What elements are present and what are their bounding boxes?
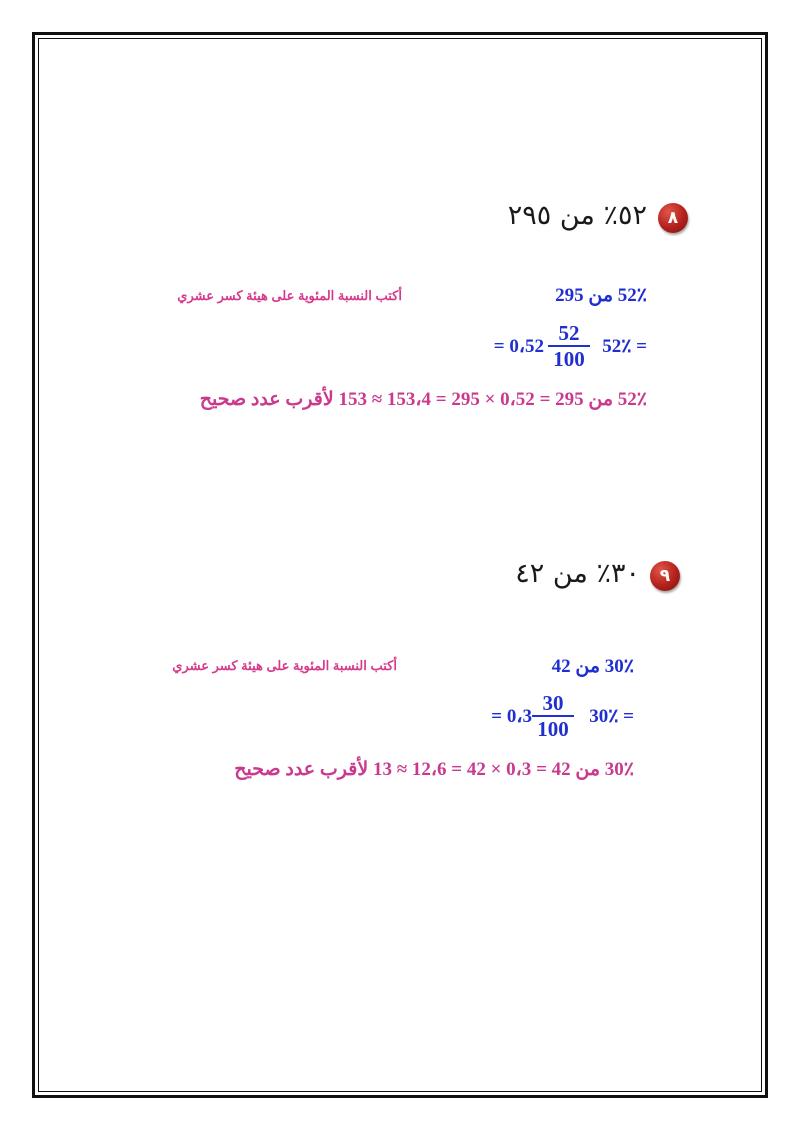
problem-8-fraction-denominator: 100 [553, 347, 585, 371]
problem-9-statement: 30٪ من 42 [551, 656, 634, 677]
problem-8-eq-left: 52٪ = [602, 336, 647, 357]
problem-9-fraction-numerator: 30 [542, 691, 564, 715]
problem-8-fraction-numerator: 52 [558, 321, 580, 345]
problem-8-eq-right: = 0،52 [493, 336, 544, 357]
problem-9-eq-right: = 0،3 [491, 706, 532, 727]
problem-8-note: أكتب النسبة المئوية على هيئة كسر عشري [177, 288, 402, 303]
problem-8-statement: 52٪ من 295 [555, 285, 647, 306]
problem-8-number: ٨ [667, 208, 679, 228]
problem-8-number-badge [658, 203, 688, 233]
problem-9-heading: ٣٠٪ من ٤٢ [515, 558, 640, 589]
problem-9-fraction-denominator: 100 [537, 717, 569, 741]
problem-9-eq-left: 30٪ = [589, 706, 634, 727]
problem-9-number-badge [650, 561, 680, 591]
problem-8-result: 52٪ من 295 = 0،52 × 295 = 153،4 ≈ 153 لأقرب عدد صحيح [199, 389, 647, 410]
problem-9-number: ٩ [659, 566, 671, 586]
problem-8-heading: ٥٢٪ من ٢٩٥ [507, 200, 647, 231]
problem-8-fraction [548, 322, 590, 370]
problem-9-note: أكتب النسبة المئوية على هيئة كسر عشري [172, 658, 397, 673]
problem-9-result: 30٪ من 42 = 0،3 × 42 = 12،6 ≈ 13 لأقرب عدد صحيح [234, 759, 634, 780]
problem-9-fraction [532, 692, 574, 740]
